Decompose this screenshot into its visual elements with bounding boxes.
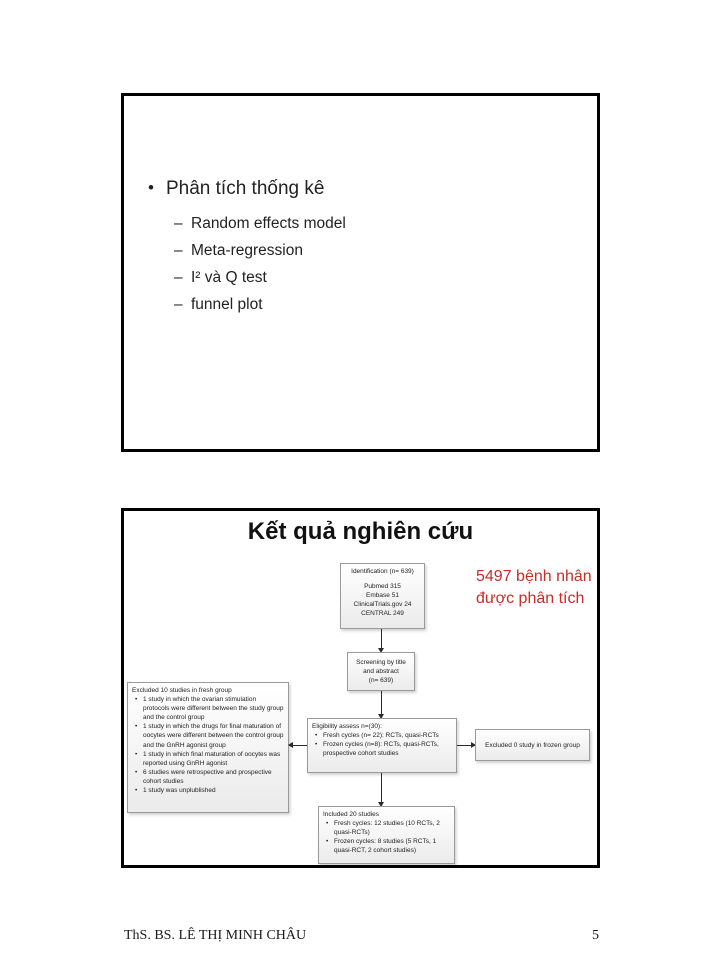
excluded-fresh-item: • 1 study was unplublished [132,786,284,795]
highlight-note: 5497 bệnh nhân được phân tích [476,568,592,607]
arrow-down-icon [381,691,382,718]
arrow-down-icon [381,629,382,652]
identification-line: ClinicalTrials.gov 24 [353,601,412,609]
footer-page-number: 5 [592,928,599,943]
identification-line: Embase 51 [366,592,399,600]
identification-line: Pubmed 315 [364,583,401,591]
slide-1 [121,93,600,452]
slide-1-body [124,176,597,318]
slide-2 [121,508,600,868]
sub-bullet: – funnel plot [124,291,597,318]
flowchart-screening-box [347,652,415,691]
sub-bullet: – Random effects model [124,210,597,237]
flowchart-excluded-frozen-box [475,729,590,761]
excluded-fresh-title: Excluded 10 studies in fresh group [132,687,232,694]
flowchart-identification-box [340,563,425,629]
eligibility-item: • Fresh cycles (n= 22): RCTs, quasi-RCTs [312,731,452,740]
excluded-fresh-item: • 1 study in which final maturation of oocytes was reported using GnRH agonist [132,750,284,768]
arrow-right-icon [457,745,475,746]
sub-bullet: – Meta-regression [124,237,597,264]
arrow-left-icon [289,745,307,746]
excluded-fresh-item: • 6 studies were retrospective and prospective cohort studies [132,768,284,786]
screening-line: Screening by title [356,659,406,666]
arrow-down-icon [381,773,382,806]
slide-1-sub-bullets [124,210,597,318]
identification-title: Identification (n= 639) [351,568,414,575]
excluded-fresh-item: • 1 study in which the drugs for final maturation of oocytes were different between the control group and the GnRH agonist group [132,722,284,749]
included-item: • Fresh cycles: 12 studies (10 RCTs, 2 quasi-RCTs) [323,819,450,837]
identification-line: CENTRAL 249 [361,610,404,618]
flowchart-excluded-fresh-box [127,682,289,813]
included-title: Included 20 studies [323,811,380,818]
eligibility-item: • Frozen cycles (n=8): RCTs, quasi-RCTs, prospective cohort studies [312,740,452,758]
screening-line: (n= 639) [368,677,394,685]
excluded-frozen-label: Excluded 0 study in frozen group [485,742,580,749]
included-item: • Frozen cycles: 8 studies (5 RCTs, 1 quasi-RCT, 2 cohort studies) [323,837,450,855]
screening-line: and abstract [363,668,399,676]
eligibility-title: Eligibility assess n=(30): [312,723,382,730]
flowchart-eligibility-box [307,718,457,773]
sub-bullet: – I² và Q test [124,264,597,291]
slide-1-title-bullet: • Phân tích thống kê [124,176,597,202]
footer-author: ThS. BS. LÊ THỊ MINH CHÂU [124,928,307,943]
slide-2-title: Kết quả nghiên cứu [247,518,474,545]
flowchart-included-box [318,806,455,864]
excluded-fresh-item: • 1 study in which the ovarian stimulation protocols were different between the study group and the control group [132,695,284,722]
